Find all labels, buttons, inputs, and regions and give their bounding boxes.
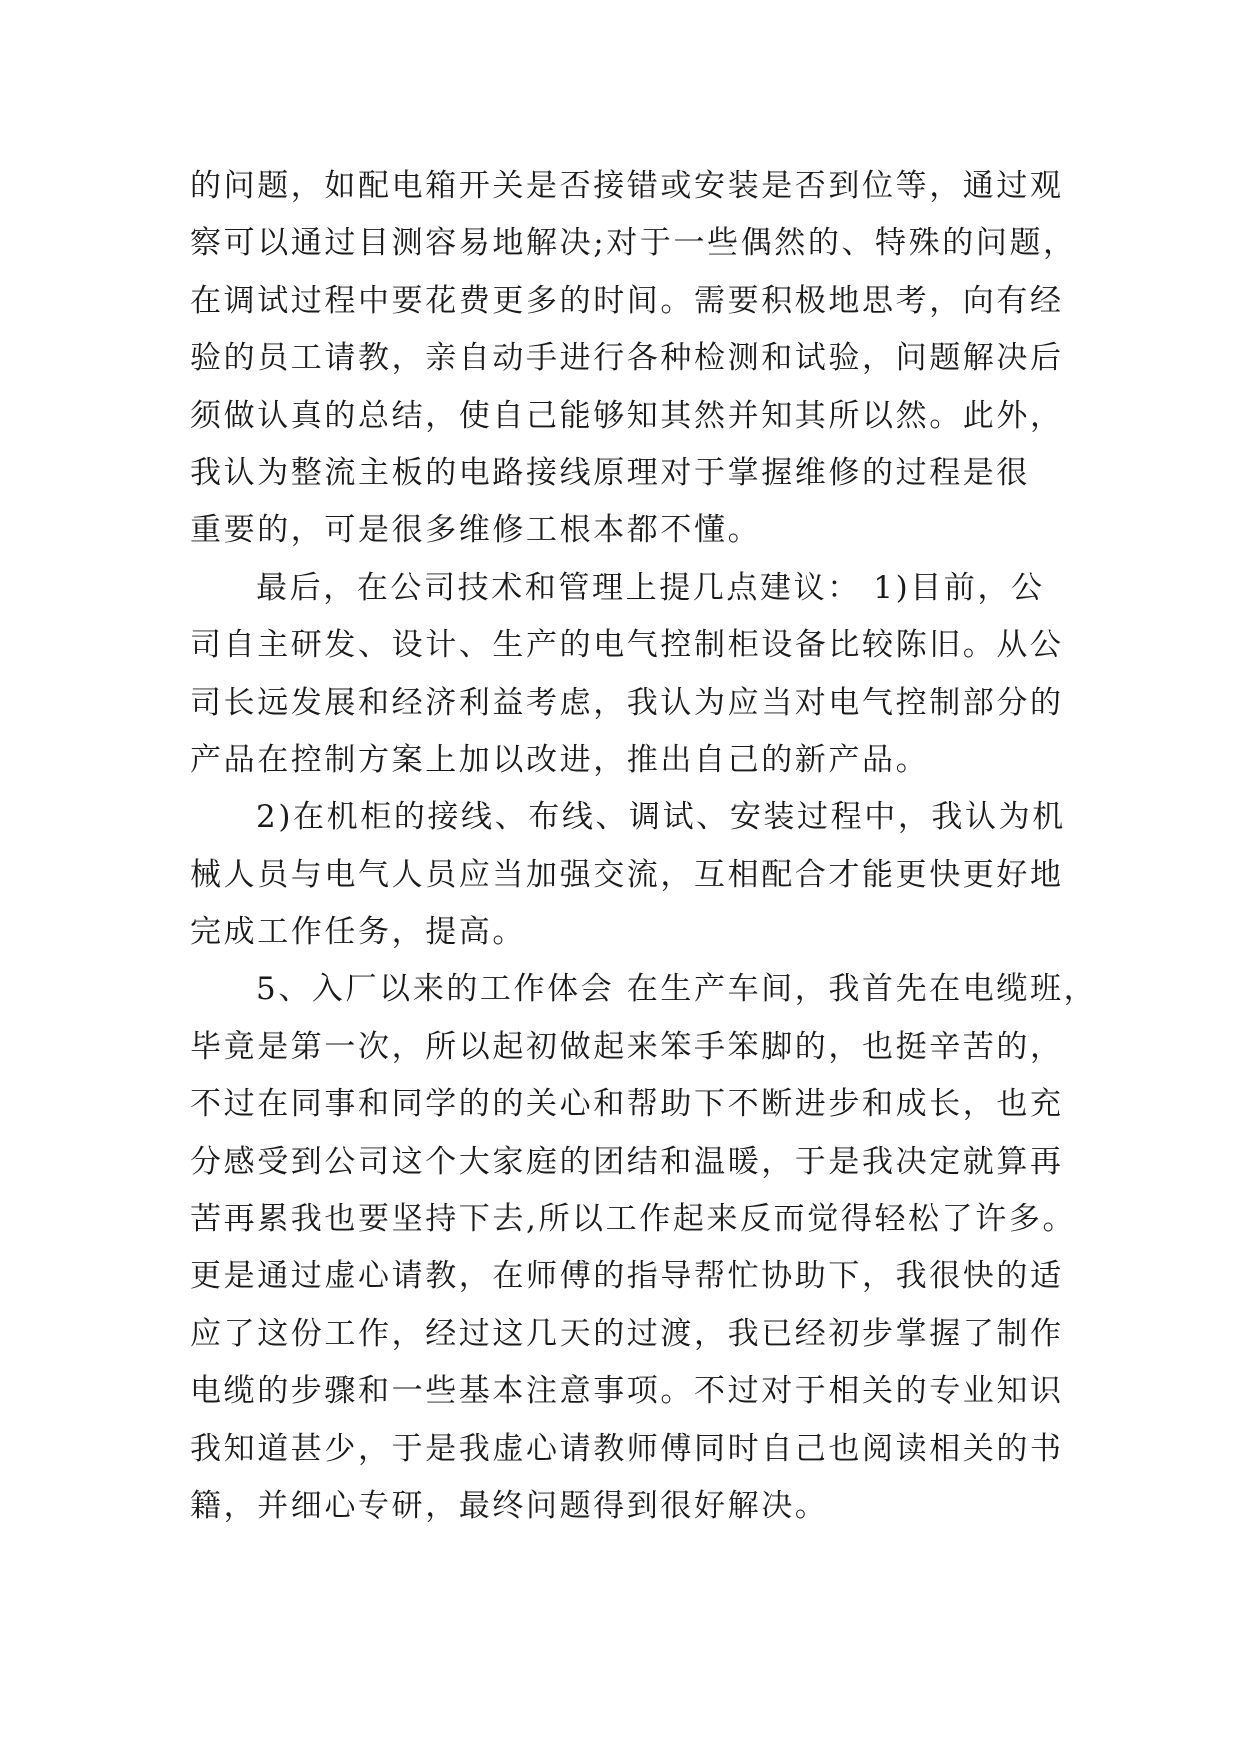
text-line-22: 电缆的步骤和一些基本注意事项。不过对于相关的专业知识: [190, 1373, 1064, 1410]
text-line-7: 重要的，可是很多维修工根本都不懂。: [190, 512, 762, 549]
text-line-16: 毕竟是第一次，所以起初做起来笨手笨脚的，也挺辛苦的，: [190, 1028, 1064, 1065]
text-line-4: 验的员工请教，亲自动手进行各种检测和试验，问题解决后: [190, 340, 1064, 377]
text-line-8: 最后，在公司技术和管理上提几点建议： 1)目前，公: [256, 569, 1045, 606]
text-line-6: 我认为整流主板的电路接线原理对于掌握维修的过程是很: [190, 454, 1030, 491]
text-line-14: 完成工作任务，提高。: [190, 914, 526, 951]
text-line-11: 产品在控制方案上加以改进，推出自己的新产品。: [190, 741, 930, 778]
body-text: [190, 158, 1098, 1535]
text-line-17: 不过在同事和同学的的关心和帮助下不断进步和成长，也充: [190, 1086, 1064, 1123]
text-line-9: 司自主研发、设计、生产的电气控制柜设备比较陈旧。从公: [190, 627, 1064, 664]
text-line-18: 分感受到公司这个大家庭的团结和温暖，于是我决定就算再: [190, 1143, 1064, 1180]
text-line-3: 在调试过程中要花费更多的时间。需要积极地思考，向有经: [190, 282, 1064, 319]
text-line-12: 2)在机柜的接线、布线、调试、安装过程中，我认为机: [256, 799, 1066, 836]
text-line-24: 籍，并细心专研，最终问题得到很好解决。: [190, 1487, 829, 1524]
text-line-15: 5、入厂以来的工作体会 在生产车间，我首先在电缆班，: [256, 971, 1098, 1008]
text-line-21: 应了这份工作，经过这几天的过渡，我已经初步掌握了制作: [190, 1315, 1064, 1352]
text-line-5: 须做认真的总结，使自己能够知其然并知其所以然。此外，: [190, 397, 1064, 434]
text-line-1: 的问题，如配电箱开关是否接错或安装是否到位等，通过观: [190, 168, 1064, 204]
text-line-23: 我知道甚少，于是我虚心请教师傅同时自己也阅读相关的书: [190, 1430, 1064, 1467]
text-line-19: 苦再累我也要坚持下去,所以工作起来反而觉得轻松了许多。: [190, 1201, 1077, 1238]
text-line-10: 司长远发展和经济利益考虑，我认为应当对电气控制部分的: [190, 684, 1064, 721]
text-line-13: 械人员与电气人员应当加强交流，互相配合才能更快更好地: [190, 856, 1064, 893]
text-line-20: 更是通过虚心请教，在师傅的指导帮忙协助下，我很快的适: [190, 1258, 1064, 1295]
text-line-2: 察可以通过目测容易地解决;对于一些偶然的、特殊的问题，: [190, 225, 1077, 262]
